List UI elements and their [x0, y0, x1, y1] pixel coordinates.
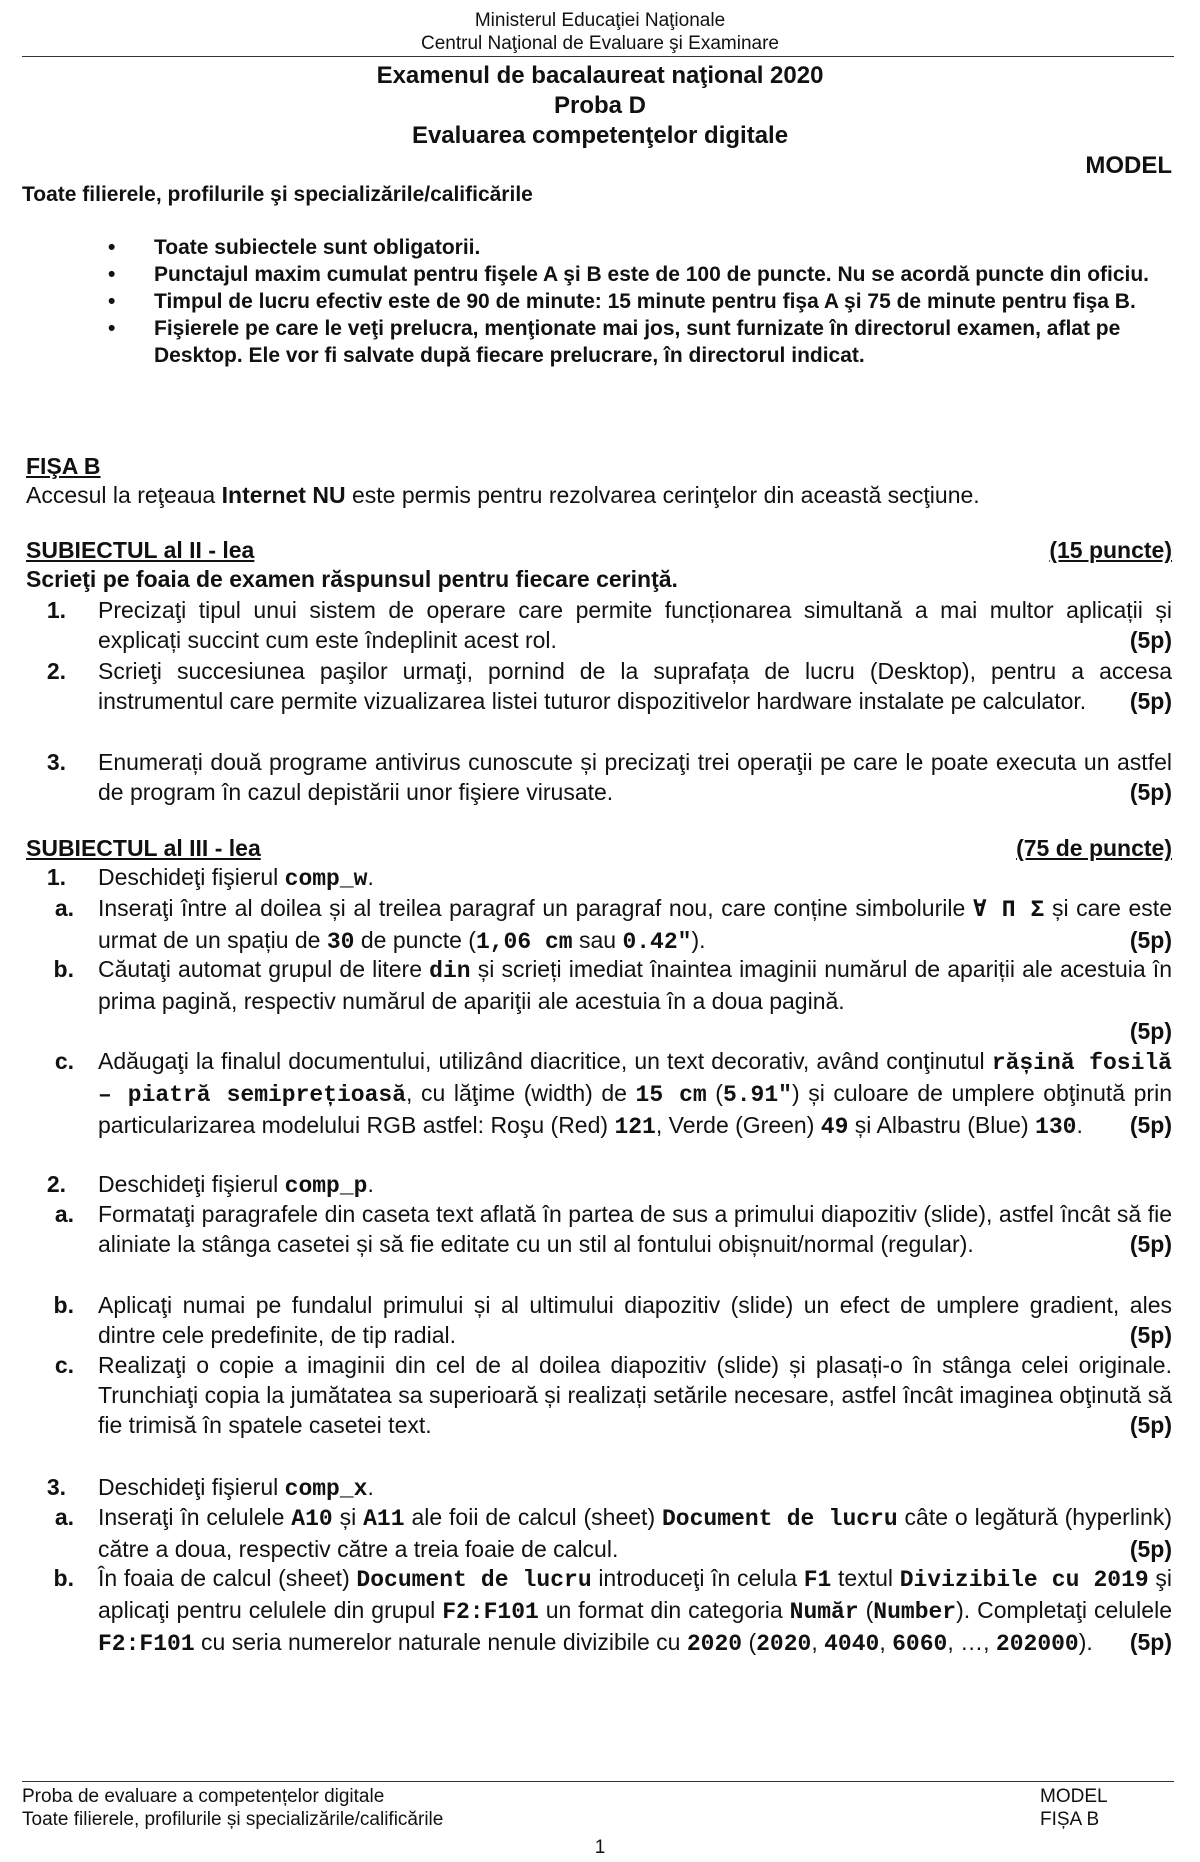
instruction-item: • Timpul de lucru efectiv este de 90 de minute: 15 minute pentru fişa A şi 75 de minute pentru fişa B. [108, 290, 1136, 313]
internet-access-note: Accesul la reţeaua Internet NU este permis pentru rezolvarea cerinţelor din această secţiune. [26, 482, 980, 508]
subject-2-points: (15 puncte) [1049, 537, 1172, 563]
footer-right-line2: FIȘA B [1040, 1809, 1100, 1830]
s3-q2-c: c. Realizaţi o copie a imaginii din cel de al doilea diapozitiv (slide) și plasați-o în stânga celei originale. Trunchiaţi copia la jumătatea sa superioară și realizați setările necesare, astfel încât imaginea obţinută să fie trimisă în spatele casetei text. (5p) [54, 1352, 1172, 1438]
exam-title: Examenul de bacalaureat naţional 2020 [376, 62, 824, 89]
subject-title: Evaluarea competenţelor digitale [411, 122, 789, 149]
subject-3-heading: SUBIECTUL al III - lea [26, 835, 261, 861]
footer-left-line1: Proba de evaluare a competențelor digitale [22, 1786, 385, 1807]
ministry-name: Ministerul Educaţiei Naţionale [474, 10, 726, 31]
instruction-item: • Toate subiectele sunt obligatorii. [108, 236, 481, 259]
footer-left-line2: Toate filierele, profilurile și specializările/calificările [22, 1809, 444, 1830]
proba-title: Proba D [553, 92, 646, 119]
s3-q3-b: b. În foaia de calcul (sheet) Document de lucru introduceţi în celula F1 textul Divizibile cu 2019 şi aplicaţi pentru celulele din grupul F2:F101 un format din categoria Număr (Number). Completaţi celulele F2:F101 cu seria numerelor naturale nenule divizibile cu 2020 (2020, 4040, 6060, …, 202000). (5p) [53, 1565, 1172, 1657]
s3-q1-header: 1. Deschideţi fişierul comp_w. [46, 864, 374, 892]
audience-label: Toate filierele, profilurile şi specializările/calificările [22, 183, 533, 206]
s3-q1-c: c. Adăugaţi la finalul documentului, utilizând diacritice, un text decorativ, având conţinutul rășină fosilă – piatră semiprețioasă, cu lăţime (width) de 15 cm (5.91″) și culoare de umplere obţinută prin particularizarea modelului RGB astfel: Roşu (Red) 121, Verde (Green) 49 și Albastru (Blue) 130. (5p) [54, 1048, 1172, 1140]
center-name: Centrul Naţional de Evaluare şi Examinare [420, 33, 779, 54]
s3-q2-header: 2. Deschideţi fişierul comp_p. [46, 1171, 374, 1199]
s2-item-2: 2. Scrieţi succesiunea paşilor urmaţi, pornind de la suprafața de lucru (Desktop), pentru a accesa instrumentul care permite vizualizarea listei tuturor dispozitivelor hardware instalate pe calculator. (5p) [46, 658, 1172, 714]
footer-rule [22, 1781, 1174, 1782]
instruction-list [108, 234, 1180, 369]
bullet-icon: • [108, 317, 116, 340]
bullet-icon: • [108, 236, 116, 259]
bullet-icon: • [108, 290, 116, 313]
page-number: 1 [594, 1837, 606, 1858]
s3-q3-header: 3. Deschideţi fişierul comp_x. [46, 1474, 374, 1502]
fisa-title: FIŞA B [26, 453, 101, 479]
s3-q3-a: a. Inseraţi în celulele A10 și A11 ale foii de calcul (sheet) Document de lucru câte o legătură (hyperlink) către a doua, respectiv către a treia foaie de calcul. (5p) [54, 1504, 1172, 1562]
s3-q2-a: a. Formataţi paragrafele din caseta text aflată în partea de sus a primului diapozitiv (slide), astfel încât să fie aliniate la stânga casetei și să fie editate cu un stil al fontului obișnuit/normal (regular). (5p) [54, 1201, 1172, 1257]
model-label: MODEL [1085, 152, 1172, 179]
instruction-item: • Fişierele pe care le veţi prelucra, menţionate mai jos, sunt furnizate în directorul examen, aflat pe Desktop. Ele vor fi salvate după fiecare prelucrare, în directorul indicat. [108, 317, 1121, 367]
footer-right-line1: MODEL [1040, 1786, 1108, 1807]
subject-3-points: (75 de puncte) [1016, 835, 1172, 861]
s2-item-3: 3. Enumerați două programe antivirus cunoscute și precizaţi trei operaţii pe care le poate executa un astfel de program în cazul depistării unor fişiere virusate. (5p) [46, 749, 1172, 805]
s2-item-1: 1. Precizaţi tipul unui sistem de operare care permite funcționarea simultană a mai multor aplicații și explicați succint cum este îndeplinit acest rol. (5p) [46, 597, 1172, 653]
s3-q2-b: b. Aplicaţi numai pe fundalul primului și al ultimului diapozitiv (slide) un efect de umplere gradient, ales dintre cele predefinite, de tip radial. (5p) [53, 1292, 1172, 1348]
subject-2-instruction: Scrieţi pe foaia de examen răspunsul pentru fiecare cerinţă. [26, 566, 678, 592]
bullet-icon: • [108, 263, 116, 286]
s3-q1-b: b. Căutaţi automat grupul de litere din și scrieți imediat înaintea imaginii numărul de apariții ale acestuia în prima pagină, respectiv numărul de apariţii ale acestuia în a doua pagină. (5p) [53, 956, 1172, 1044]
subject-2-heading: SUBIECTUL al II - lea [26, 537, 255, 563]
s3-q1-a: a. Inseraţi între al doilea și al treilea paragraf un paragraf nou, care conține simbolurile ∀ Π Σ și care este urmat de un spațiu de 30 de puncte (1,06 cm sau 0.42″). (5p) [54, 895, 1172, 955]
instruction-item: • Punctajul maxim cumulat pentru fişele A şi B este de 100 de puncte. Nu se acordă puncte din oficiu. [108, 263, 1150, 286]
header-rule [22, 56, 1174, 57]
